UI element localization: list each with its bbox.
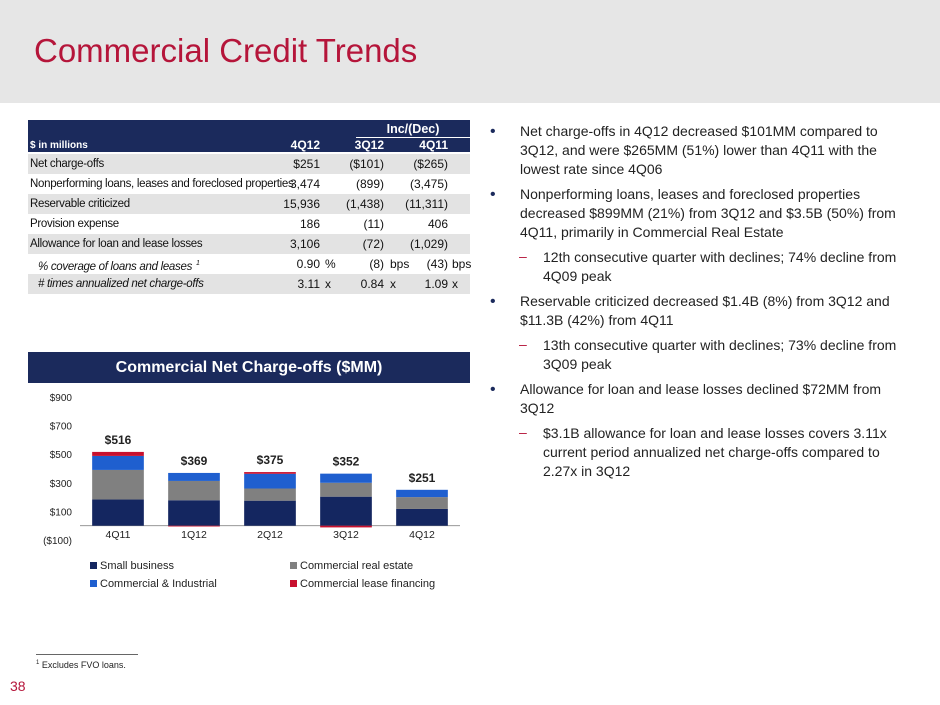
table-header [28, 120, 470, 152]
x-category-label: 3Q12 [333, 529, 359, 541]
row-label: Reservable criticized [30, 198, 130, 210]
sub-bullet-item [490, 248, 910, 286]
value-4q12: 15,936 [283, 197, 320, 211]
table-row [28, 274, 470, 294]
bar-segment [396, 497, 448, 509]
bar-segment [92, 500, 144, 526]
value-4q11: 1.09 [424, 277, 448, 291]
sub-bullet-item [490, 424, 910, 481]
bar-segment [168, 500, 220, 525]
bullet-item [490, 292, 910, 330]
bullet-text: $3.1B allowance for loan and lease losses covers 3.11x current period annualized net charge-offs compared to 2.27x in 3Q12 [543, 425, 887, 479]
bullet-text: Reservable criticized decreased $1.4B (8%) from 3Q12 and $11.3B (42%) from 4Q11 [520, 293, 890, 328]
unit-4q11: x [452, 277, 458, 291]
bar-segment [168, 526, 220, 527]
legend-swatch [290, 580, 297, 587]
inc-dec-header: Inc/(Dec) [356, 122, 470, 138]
unit-3q12: bps [390, 257, 410, 271]
units-label: $ in millions [30, 140, 88, 151]
bullet-dash-icon: – [519, 424, 527, 440]
bullet-dash-icon: – [519, 248, 527, 264]
x-category-label: 4Q12 [409, 529, 435, 541]
value-4q11: (1,029) [409, 237, 448, 251]
chart-title: Commercial Net Charge-offs ($MM) [28, 352, 470, 383]
bullet-text: Nonperforming loans, leases and foreclosed properties decreased $899MM (21%) from 3Q12 and $3.5B (50%) from 4Q11, primarily in Commercial Real Estate [520, 186, 896, 240]
bullet-dot-icon: • [490, 186, 496, 203]
bullet-dash-icon: – [519, 336, 527, 352]
row-footnote-mark: 1 [196, 260, 200, 267]
sub-bullet-item [490, 336, 910, 374]
value-3q12: ($101) [349, 157, 384, 171]
unit-4q11: bps [452, 257, 472, 271]
value-3q12: (1,438) [345, 197, 384, 211]
bar-segment [396, 490, 448, 497]
unit-4q12: % [325, 257, 336, 271]
bar-segment [92, 470, 144, 500]
value-3q12: (8) [369, 257, 384, 271]
row-label: Nonperforming loans, leases and foreclosed properties [30, 178, 294, 190]
table-row [28, 154, 470, 174]
bullet-item [490, 122, 910, 179]
table-row [28, 174, 470, 194]
bar-segment [244, 501, 296, 526]
y-tick-label: ($100) [43, 536, 72, 547]
bar-segment [168, 473, 220, 481]
footnote-mark: 1 [36, 660, 40, 666]
legend-item [90, 578, 217, 590]
bullet-text: Allowance for loan and lease losses declined $72MM from 3Q12 [520, 381, 882, 416]
bullet-item [490, 185, 910, 242]
bar-segment [396, 509, 448, 526]
footnote-text: Excludes FVO loans. [41, 660, 126, 670]
y-tick-label: $300 [49, 478, 72, 490]
net-charge-offs-chart [20, 385, 470, 555]
x-category-label: 1Q12 [181, 529, 207, 541]
legend-swatch [90, 562, 97, 569]
value-4q12: 3.11 [297, 277, 320, 291]
value-4q11: (43) [426, 257, 448, 271]
row-label: % coverage of loans and leases $^1$ [38, 260, 200, 273]
value-4q12: 3,106 [289, 237, 320, 251]
row-label: Provision expense [30, 218, 119, 230]
x-category-label: 2Q12 [257, 529, 283, 541]
value-3q12: (11) [363, 217, 384, 231]
table-row [28, 254, 470, 274]
bar-segment [320, 474, 372, 483]
col-header-3q12: 3Q12 [354, 138, 384, 152]
legend-swatch [90, 580, 97, 587]
x-category-label: 4Q11 [105, 529, 131, 541]
page-number: 38 [10, 678, 26, 694]
legend-item [90, 560, 174, 572]
bar-segment [244, 474, 296, 489]
bullet-item [490, 380, 910, 418]
row-label: Net charge-offs [30, 158, 104, 170]
y-tick-label: $100 [49, 507, 72, 519]
table-row [28, 194, 470, 214]
bar-segment [320, 497, 372, 526]
table-row [28, 234, 470, 254]
y-tick-label: $700 [49, 421, 72, 433]
col-header-4q12: 4Q12 [290, 138, 320, 152]
bullet-text: 12th consecutive quarter with declines; 74% decline from 4Q09 peak [543, 249, 897, 284]
page-title: Commercial Credit Trends [34, 32, 418, 69]
value-4q11: (11,311) [405, 197, 448, 211]
table-row [28, 214, 470, 234]
bar-segment [244, 489, 296, 501]
y-tick-label: $900 [49, 393, 72, 404]
legend-item [290, 560, 413, 572]
legend-item [290, 578, 435, 590]
bar-total-label: $375 [256, 453, 284, 468]
bullet-dot-icon: • [490, 293, 496, 310]
bullet-dot-icon: • [490, 123, 496, 140]
bar-segment [320, 526, 372, 528]
value-3q12: (72) [362, 237, 384, 251]
bullet-text: 13th consecutive quarter with declines; 73% decline from 3Q09 peak [543, 337, 897, 372]
value-3q12: (899) [355, 177, 384, 191]
bar-segment [168, 481, 220, 500]
unit-3q12: x [390, 277, 396, 291]
unit-4q12: x [325, 277, 331, 291]
bullet-text: Net charge-offs in 4Q12 decreased $101MM compared to 3Q12, and were $265MM (51%) lower than 4Q11 with the lowest rate since 4Q06 [520, 123, 878, 177]
legend-label: Small business [100, 560, 174, 572]
col-header-4q11: 4Q11 [419, 138, 448, 152]
row-label: Allowance for loan and lease losses [30, 238, 203, 250]
bar-segment [320, 483, 372, 497]
footnote-divider [36, 654, 138, 655]
legend-label: Commercial lease financing [300, 578, 436, 590]
bar-total-label: $352 [332, 454, 360, 469]
value-4q11: ($265) [413, 157, 448, 171]
value-4q12: 3,474 [289, 177, 320, 191]
legend-swatch [290, 562, 297, 569]
bar-segment [244, 472, 296, 474]
row-label: # times annualized net charge-offs [38, 278, 204, 290]
value-4q11: (3,475) [409, 177, 448, 191]
value-4q12: $251 [293, 157, 320, 171]
value-4q11: 406 [427, 217, 448, 231]
footnote [36, 660, 126, 670]
value-4q12: 0.90 [296, 257, 320, 271]
value-4q12: 186 [299, 217, 320, 231]
bar-total-label: $369 [180, 453, 208, 468]
bar-total-label: $251 [408, 470, 436, 485]
bar-total-label: $516 [104, 432, 132, 447]
bar-segment [92, 456, 144, 470]
bar-segment [92, 452, 144, 456]
legend-label: Commercial real estate [300, 560, 414, 572]
legend-label: Commercial & Industrial [100, 578, 217, 590]
bullet-list [490, 122, 910, 487]
value-3q12: 0.84 [360, 277, 384, 291]
bullet-dot-icon: • [490, 381, 496, 398]
y-tick-label: $500 [49, 450, 72, 462]
